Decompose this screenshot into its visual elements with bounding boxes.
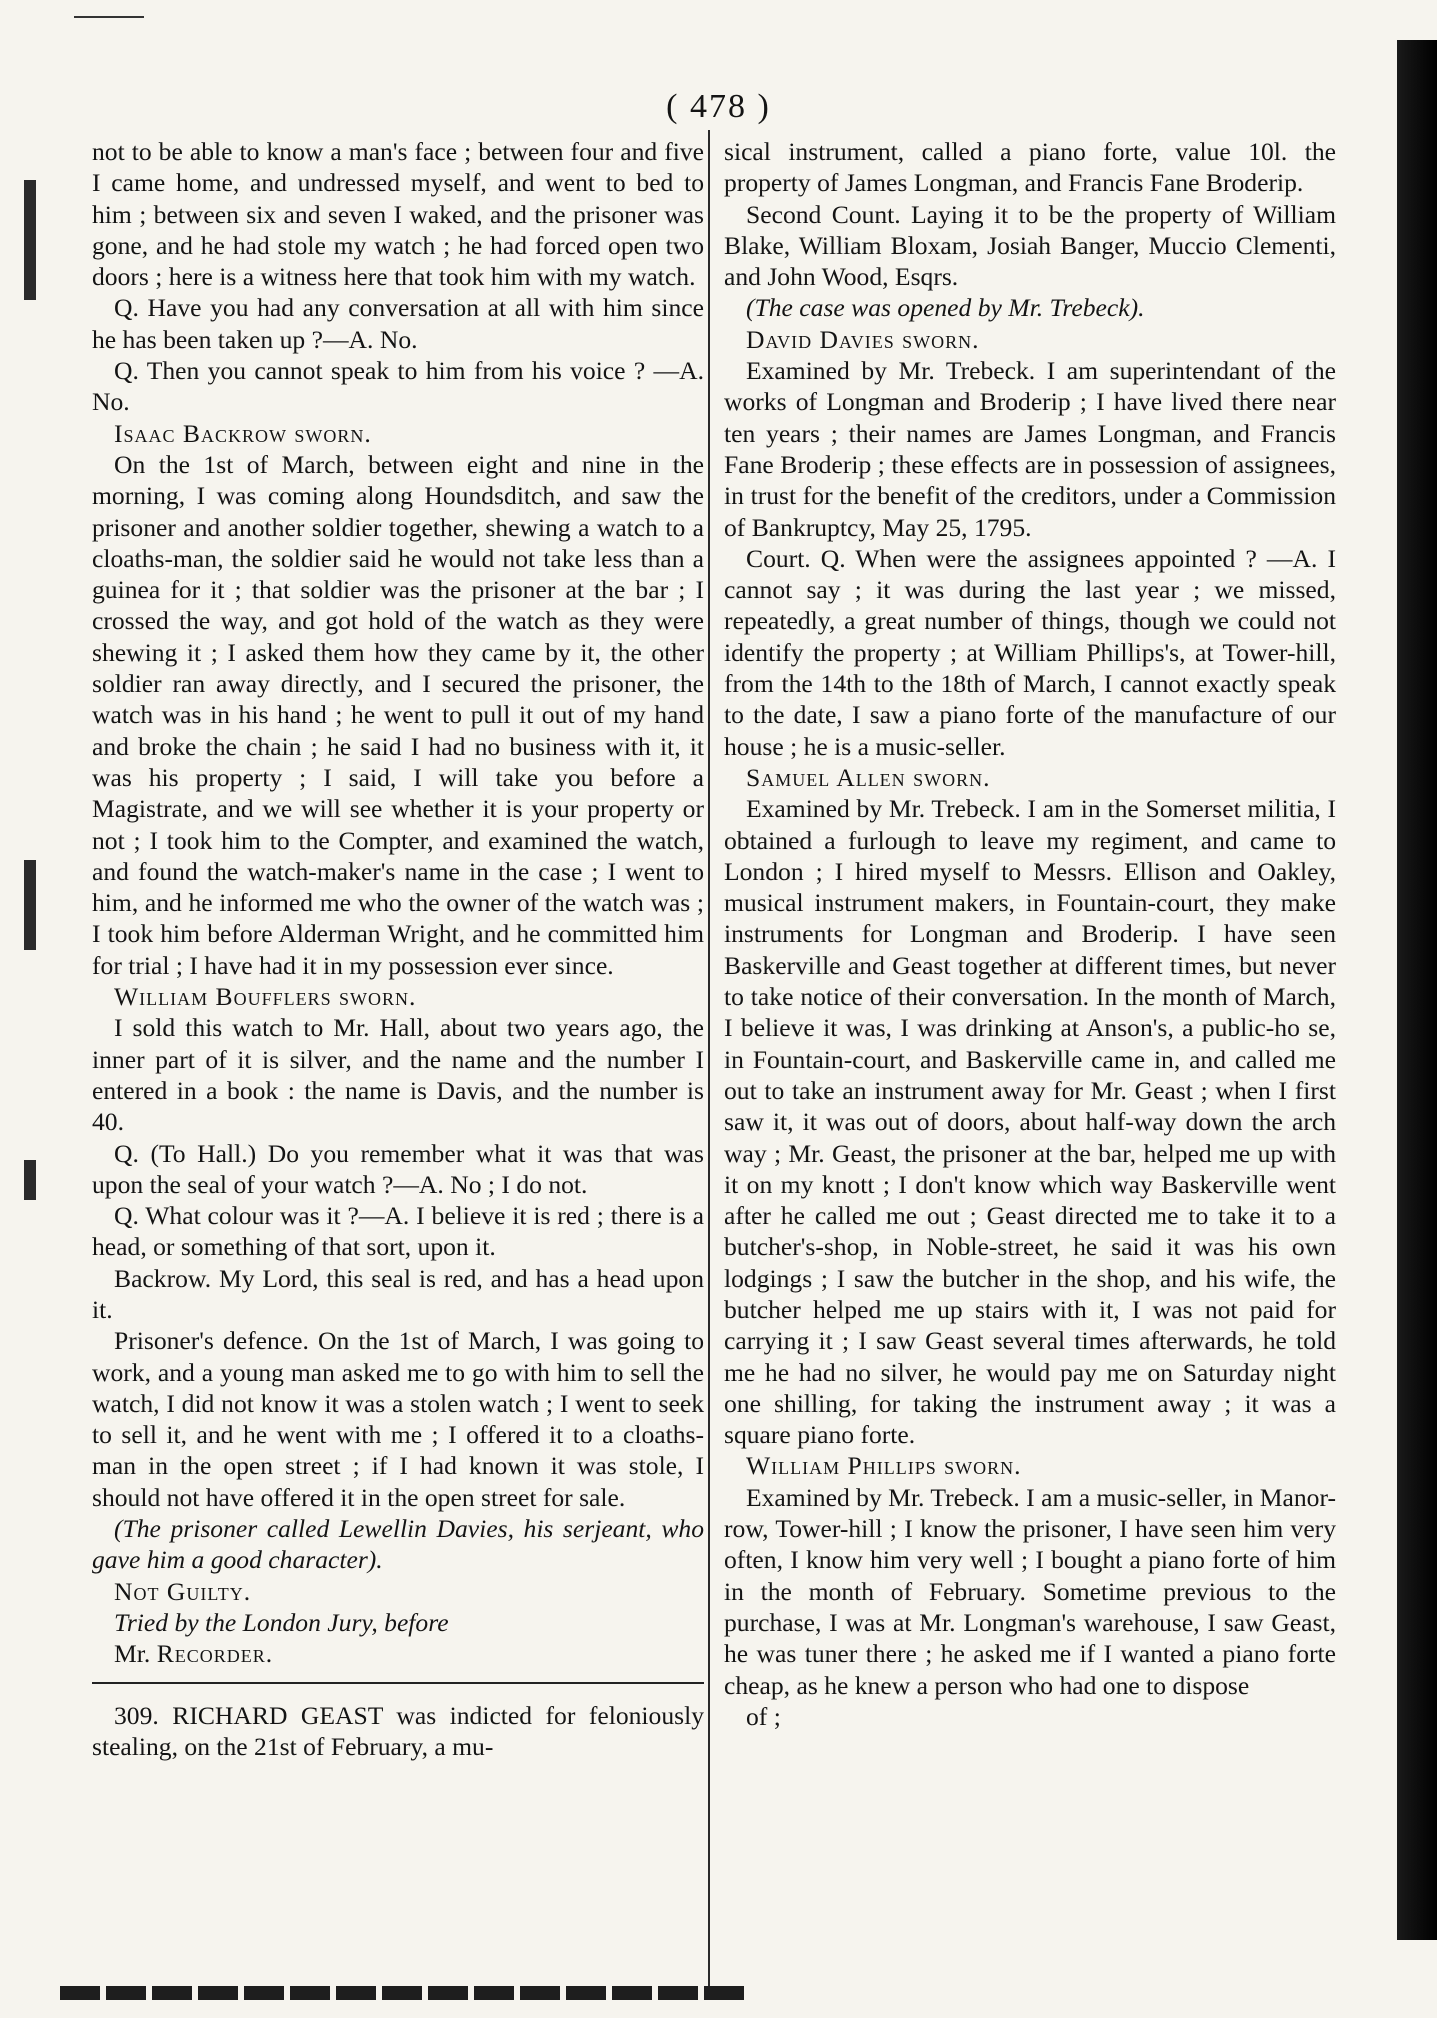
scan-bottom-strip bbox=[60, 1986, 750, 2000]
testimony: Examined by Mr. Trebeck. I am superintendant of the works of Longman and Broderip ; I have lived there near ten years ; their names are James Longman, and Francis Fane Broderip ; these effects are in possession of assignees, in trust for the benefit of the creditors, under a Commission of Bankruptcy, May 25, 1795. bbox=[724, 356, 1336, 542]
left-column bbox=[92, 136, 704, 1762]
question: Q. What colour was it ?—A. I believe it is red ; there is a head, or something of that sort, upon it. bbox=[92, 1201, 704, 1262]
case-opening: 309. RICHARD GEAST was indicted for feloniously stealing, on the 21st of February, a mu- bbox=[92, 1700, 704, 1761]
witness-heading: William Boufflers sworn. bbox=[114, 982, 417, 1012]
witness-heading: Isaac Backrow sworn. bbox=[114, 418, 372, 448]
testimony: On the 1st of March, between eight and nine in the morning, I was coming along Houndsditch, and saw the prisoner and another soldier together, shewing a watch to a cloaths-man, the soldier said he would not take less than a guinea for it ; that soldier was the prisoner at the bar ; I crossed the way, and got hold of the watch as they were shewing it ; I asked them how they came by it, the other soldier ran away directly, and I secured the prisoner, the watch was in his hand ; he went to pull it out of my hand and broke the chain ; he said I had no business with it, it was his property ; I said, I will take you before a Magistrate, and we will see whether it is your property or not ; I took him to the Compter, and examined the watch, and found the watch-maker's name in the case ; I went to him, and he informed me who the owner of the watch was ; I took him before Alderman Wright, and he committed him for trial ; I have had it in my possession ever since. bbox=[92, 449, 704, 980]
scan-edge-shadow bbox=[1397, 40, 1437, 1940]
paragraph: sical instrument, called a piano forte, value 10l. the property of James Longman, and Francis Fane Broderip. bbox=[724, 137, 1336, 198]
margin-mark bbox=[24, 860, 36, 950]
margin-mark bbox=[24, 1160, 36, 1200]
paragraph: not to be able to know a man's face ; between four and five I came home, and undressed myself, and went to bed to him ; between six and seven I waked, and the prisoner was gone, and he had stole my watch ; he had forced open two doors ; here is a witness here that took him with my watch. bbox=[92, 137, 704, 292]
character-note: (The prisoner called Lewellin Davies, his serjeant, who gave him a good character). bbox=[92, 1514, 704, 1575]
testimony: I sold this watch to Mr. Hall, about two years ago, the inner part of it is silver, and the name and the number I entered in a book : the name is Davis, and the number is 40. bbox=[92, 1013, 704, 1137]
case-note: (The case was opened by Mr. Trebeck). bbox=[746, 293, 1145, 323]
testimony: Examined by Mr. Trebeck. I am a music-seller, in Manor-row, Tower-hill ; I know the prisoner, I have seen him very often, I know him very well ; I bought a piano forte of him in the month of February. Sometime previous to the purchase, I was at Mr. Longman's warehouse, I saw Geast, he was tuner there ; he asked me if I wanted a piano forte cheap, as he knew a person who had one to dispose bbox=[724, 1482, 1336, 1700]
witness-heading: William Phillips sworn. bbox=[746, 1451, 1022, 1481]
right-column bbox=[724, 136, 1336, 1732]
paragraph: Backrow. My Lord, this seal is red, and has a head upon it. bbox=[92, 1263, 704, 1324]
question: Q. Then you cannot speak to him from his voice ? —A. No. bbox=[92, 356, 704, 417]
page-number: ( 478 ) bbox=[666, 88, 771, 125]
recorder bbox=[92, 1638, 704, 1669]
question: Q. Have you had any conversation at all with him since he has been taken up ?—A. No. bbox=[92, 293, 704, 354]
verdict: Not Guilty. bbox=[114, 1576, 252, 1606]
recorder-prefix: Mr. bbox=[114, 1639, 151, 1669]
catchword: of ; bbox=[746, 1701, 781, 1731]
testimony: Examined by Mr. Trebeck. I am in the Somerset militia, I obtained a furlough to leave my regiment, and came to London ; I hired myself to Messrs. Ellison and Oakley, musical instrument makers, in Fountain-court, they make instruments for Longman and Broderip. I have seen Baskerville and Geast together at different times, but never to take notice of their conversation. In the month of March, I believe it was, I was drinking at Anson's, a public-ho se, in Fountain-court, and Baskerville came in, and called me out to take an instrument away for Mr. Geast ; when I first saw it, it was out of doors, about half-way down the arch way ; Mr. Geast, the prisoner at the bar, helped me up with it on my knott ; I don't know which way Baskerville went after he called me out ; Geast directed me to take it to a butcher's-shop, in Noble-street, he said it was his own lodgings ; I saw the butcher in the shop, and his wife, the butcher helped me up stairs with it, I was not paid for carrying it ; I saw Geast several times afterwards, he told me he had no silver, he would pay me on Saturday night one shilling, for taking the instrument away ; it was a square piano forte. bbox=[724, 794, 1336, 1450]
question: Q. (To Hall.) Do you remember what it was that was upon the seal of your watch ?—A. No ; I do not. bbox=[92, 1138, 704, 1199]
witness-heading: Samuel Allen sworn. bbox=[746, 762, 991, 792]
tried-by: Tried by the London Jury, before bbox=[114, 1607, 449, 1637]
column-divider bbox=[708, 130, 710, 1990]
witness-heading: David Davies sworn. bbox=[746, 324, 980, 354]
testimony: Court. Q. When were the assignees appointed ? —A. I cannot say ; it was during the last year ; we missed, repeatedly, a great number of things, though we could not identify the property ; at William Phillips's, at Tower-hill, from the 14th to the 18th of March, I cannot exactly speak to the date, I saw a piano forte of the manufacture of our house ; he is a music-seller. bbox=[724, 543, 1336, 761]
recorder-name: Recorder. bbox=[156, 1639, 274, 1669]
top-rule bbox=[74, 16, 144, 18]
defence: Prisoner's defence. On the 1st of March, I was going to work, and a young man asked me to go with him to sell the watch, I did not know it was a stolen watch ; I went to seek to sell it, and he went with me ; I offered it to a cloaths-man in the open street ; if I had known it was stole, I should not have offered it in the open street for sale. bbox=[92, 1326, 704, 1512]
count: Second Count. Laying it to be the property of William Blake, William Bloxam, Josiah Banger, Muccio Clementi, and John Wood, Esqrs. bbox=[724, 199, 1336, 292]
margin-mark bbox=[24, 180, 36, 300]
case-divider-rule bbox=[92, 1682, 704, 1684]
